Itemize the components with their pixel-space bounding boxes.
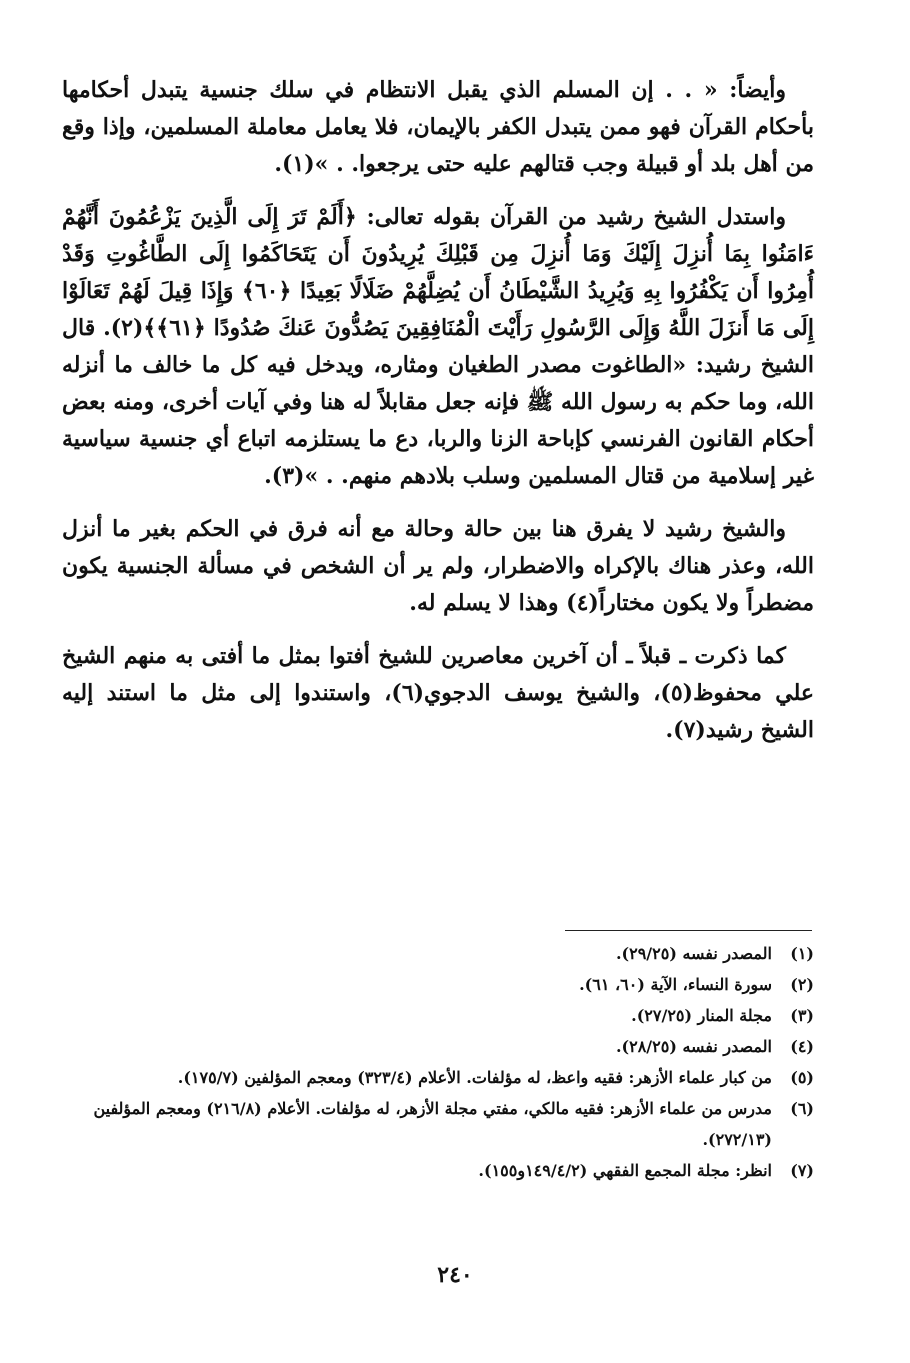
footnote-item — [62, 1000, 814, 1031]
footnote-number: (٢) — [790, 975, 814, 994]
footnote-number: (١) — [790, 944, 814, 963]
footnote-item — [62, 938, 814, 969]
footnote-divider — [565, 930, 812, 931]
footnote-number: (٧) — [790, 1161, 814, 1180]
footnote-number: (٤) — [790, 1037, 814, 1056]
footnotes — [62, 938, 814, 1186]
footnote-text: انظر: مجلة المجمع الفقهي (١٤٩/٤/٢و١٥٥). — [478, 1161, 772, 1180]
footnote-text: المصدر نفسه (٢٨/٢٥). — [615, 1037, 772, 1056]
footnote-text: المصدر نفسه (٢٩/٢٥). — [615, 944, 772, 963]
paragraph-1: وأيضاً: « . . إن المسلم الذي يقبل الانتظام في سلك جنسية يتبدل أحكامها بأحكام القرآن فهو ممن يتبدل الكفر بالإيمان، فلا يعامل معاملة المسلمين، وإذا وقع من أهل بلد أو قبيلة وجب قتالهم عليه حتى يرجعوا. . »(١). — [62, 77, 814, 177]
footnote-item — [62, 1031, 814, 1062]
footnote-number: (٣) — [790, 1006, 814, 1025]
footnote-text: سورة النساء، الآية (٦٠، ٦١). — [579, 975, 772, 994]
page-number: ٢٤٠ — [437, 1262, 473, 1288]
footnote-number: (٥) — [790, 1068, 814, 1087]
footnote-number: (٦) — [790, 1099, 814, 1118]
footnote-text: مدرس من علماء الأزهر: فقيه مالكي، مفتي مجلة الأزهر، له مؤلفات. الأعلام (٢١٦/٨) ومعجم المؤلفين (٢٧٢/١٣). — [93, 1099, 772, 1149]
footnote-item — [62, 969, 814, 1000]
paragraph-4: كما ذكرت ـ قبلاً ـ أن آخرين معاصرين للشيخ أفتوا بمثل ما أفتى به منهم الشيخ علي محفوظ(٥)، والشيخ يوسف الدجوي(٦)، واستندوا إلى مثل ما استند إليه الشيخ رشيد(٧). — [62, 643, 815, 743]
footnote-text: من كبار علماء الأزهر: فقيه واعظ، له مؤلفات. الأعلام (٣٢٣/٤) ومعجم المؤلفين (١٧٥/٧). — [177, 1068, 772, 1087]
paragraph-2-quran-citation: واستدل الشيخ رشيد من القرآن بقوله تعالى: ﴿أَلَمْ تَرَ إِلَى الَّذِينَ يَزْعُمُونَ أَنَّهُمْ ءَامَنُوا بِمَا أُنزِلَ إِلَيْكَ وَمَا أُنزِلَ مِن قَبْلِكَ يُرِيدُونَ أَن يَتَحَاكَمُوا إِلَى الطَّاغُوتِ وَقَدْ أُمِرُوا أَن يَكْفُرُوا بِهِ وَيُرِيدُ الشَّيْطَانُ أَن يُضِلَّهُمْ ضَلَالًا بَعِيدًا ﴿٦٠﴾ وَإِذَا قِيلَ لَهُمْ تَعَالَوْا إِلَى مَا أَنزَلَ اللَّهُ وَإِلَى الرَّسُولِ رَأَيْتَ الْمُنَافِقِينَ يَصُدُّونَ عَنكَ صُدُودًا ﴿٦١﴾﴾(٢). قال الشيخ رشيد: «الطاغوت مصدر الطغيان ومثاره، ويدخل فيه كل ما خالف ما أنزله الله، وما حكم به رسول الله ﷺ فإنه جعل مقابلاً له هنا وفي آيات أخرى، ومنه بعض أحكام القانون الفرنسي كإباحة الزنا والربا، دع ما يستلزمه اتباع أي جنسية سياسية غير إسلامية من قتال المسلمين وسلب بلادهم منهم. . »(٣). — [62, 204, 814, 489]
footnote-item — [62, 1062, 814, 1093]
footnote-item — [62, 1093, 814, 1155]
main-text — [62, 72, 814, 765]
paragraph-3: والشيخ رشيد لا يفرق هنا بين حالة وحالة مع أنه فرق في الحكم بغير ما أنزل الله، وعذر هناك بالإكراه والاضطرار، ولم ير أن الشخص في مسألة الجنسية يكون مضطراً ولا يكون مختاراً(٤) وهذا لا يسلم له. — [62, 516, 814, 616]
footnote-item — [62, 1155, 814, 1186]
footnote-text: مجلة المنار (٢٧/٢٥). — [631, 1006, 772, 1025]
